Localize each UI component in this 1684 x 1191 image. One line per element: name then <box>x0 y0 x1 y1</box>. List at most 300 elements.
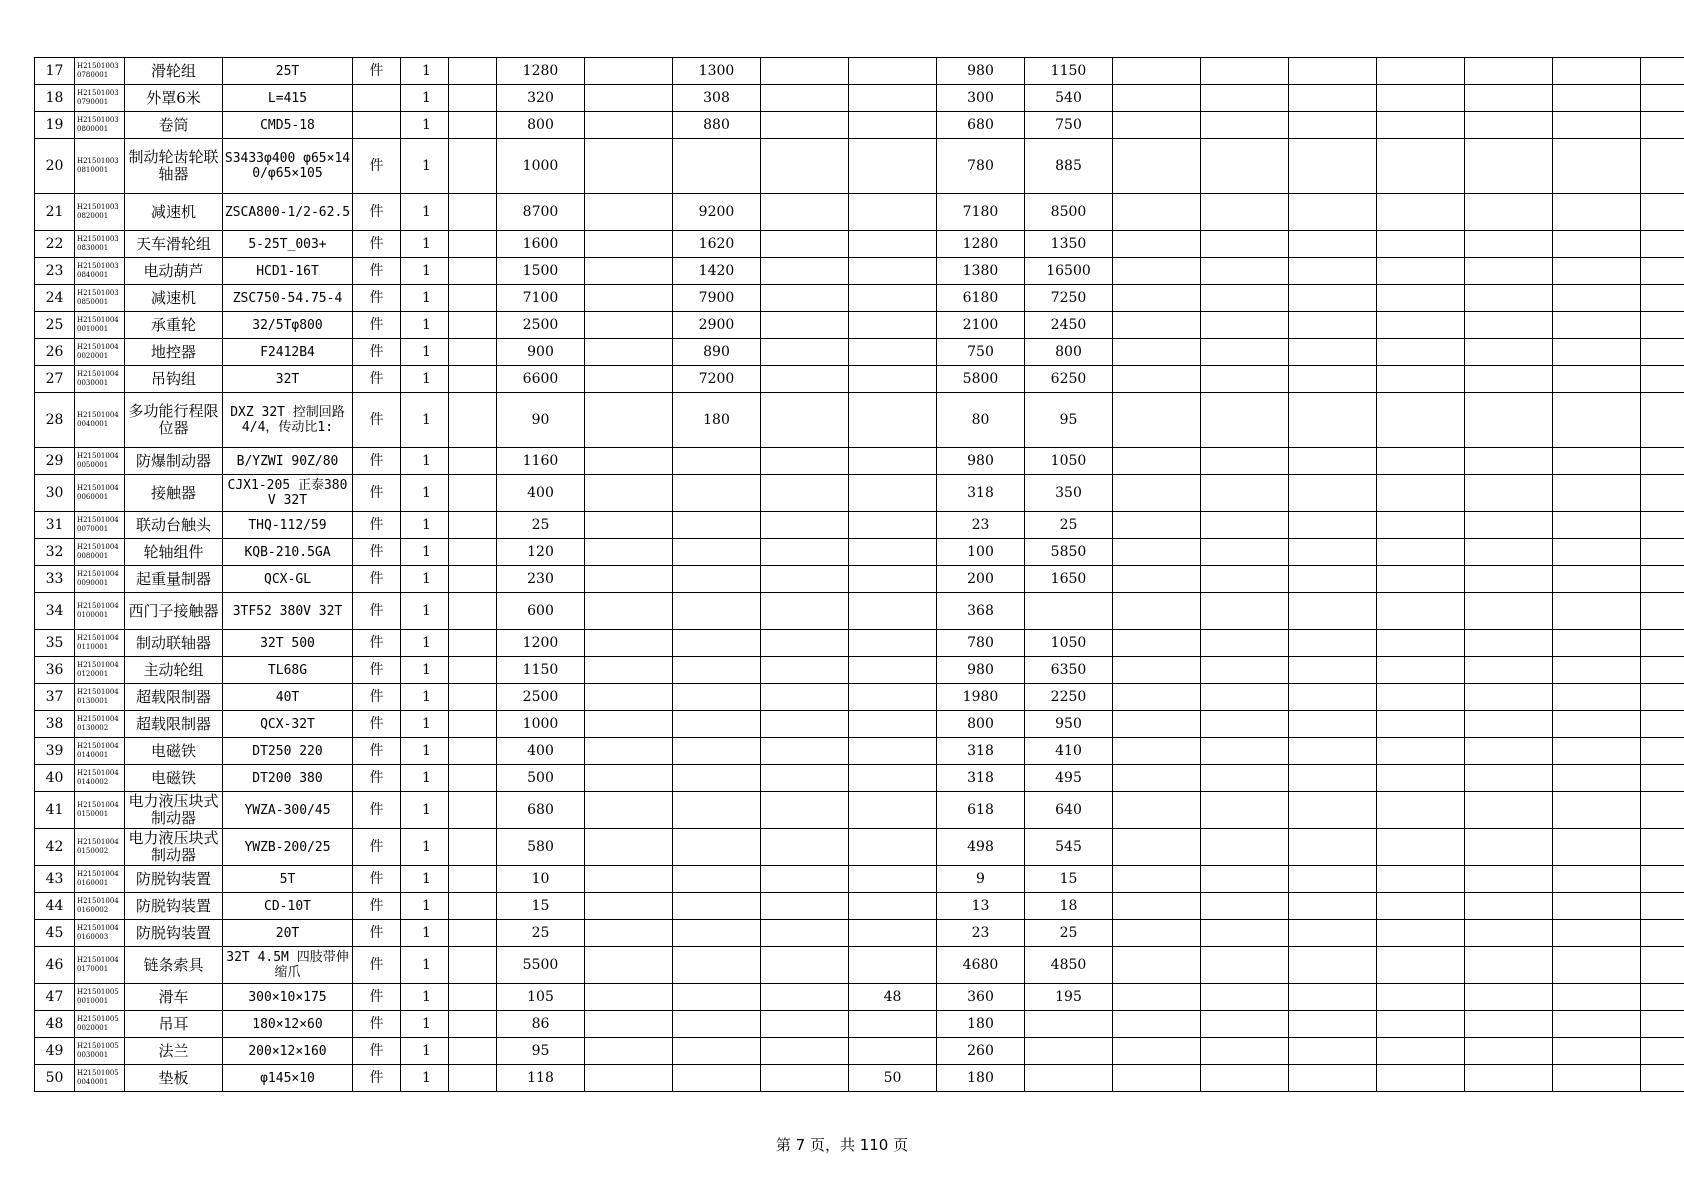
item-spec: KQB-210.5GA <box>223 539 353 566</box>
item-name: 轮轴组件 <box>125 539 223 566</box>
blank-cell <box>585 475 673 512</box>
empty-cell <box>1641 792 1684 829</box>
price-cell <box>849 258 937 285</box>
empty-cell <box>1201 630 1289 657</box>
blank-cell <box>585 58 673 85</box>
price-cell: 2500 <box>497 312 585 339</box>
empty-cell <box>1641 1011 1684 1038</box>
blank-cell <box>761 984 849 1011</box>
blank-cell <box>585 312 673 339</box>
table-row <box>35 593 1684 630</box>
price-cell: 7250 <box>1025 285 1113 312</box>
empty-cell <box>1465 984 1553 1011</box>
empty-cell <box>1113 339 1201 366</box>
blank-cell <box>449 630 497 657</box>
empty-cell <box>1641 657 1684 684</box>
empty-cell <box>1553 139 1641 194</box>
empty-cell <box>1553 866 1641 893</box>
empty-cell <box>1201 475 1289 512</box>
item-code: H215010050040001 <box>75 1065 125 1092</box>
price-cell: 80 <box>937 393 1025 448</box>
empty-cell <box>1201 539 1289 566</box>
price-cell: 180 <box>937 1065 1025 1092</box>
item-code: H215010040130002 <box>75 711 125 738</box>
empty-cell <box>1377 139 1465 194</box>
table-body <box>35 58 1684 1092</box>
empty-cell <box>1553 711 1641 738</box>
price-cell <box>849 112 937 139</box>
blank-cell <box>449 593 497 630</box>
item-code: H215010050020001 <box>75 1011 125 1038</box>
row-number: 45 <box>35 920 75 947</box>
empty-cell <box>1201 1065 1289 1092</box>
blank-cell <box>449 194 497 231</box>
blank-cell <box>761 85 849 112</box>
blank-cell <box>761 1011 849 1038</box>
item-unit: 件 <box>353 566 401 593</box>
price-cell: 1050 <box>1025 630 1113 657</box>
empty-cell <box>1289 1011 1377 1038</box>
price-cell: 1000 <box>497 139 585 194</box>
table-row <box>35 657 1684 684</box>
item-code: H215010030780001 <box>75 58 125 85</box>
price-cell: 880 <box>673 112 761 139</box>
price-cell <box>849 393 937 448</box>
price-cell: 1300 <box>673 58 761 85</box>
item-unit: 件 <box>353 448 401 475</box>
price-cell: 540 <box>1025 85 1113 112</box>
empty-cell <box>1113 194 1201 231</box>
price-cell: 950 <box>1025 711 1113 738</box>
blank-cell <box>761 258 849 285</box>
item-spec: DXZ 32T 控制回路4/4，传动比1: <box>223 393 353 448</box>
empty-cell <box>1113 139 1201 194</box>
price-cell: 318 <box>937 475 1025 512</box>
blank-cell <box>449 920 497 947</box>
row-number: 44 <box>35 893 75 920</box>
row-number: 47 <box>35 984 75 1011</box>
blank-cell <box>585 566 673 593</box>
empty-cell <box>1201 829 1289 866</box>
price-cell <box>673 738 761 765</box>
item-unit: 件 <box>353 194 401 231</box>
table-row <box>35 366 1684 393</box>
empty-cell <box>1289 947 1377 984</box>
empty-cell <box>1553 984 1641 1011</box>
item-quantity: 1 <box>401 112 449 139</box>
empty-cell <box>1465 512 1553 539</box>
price-cell <box>849 947 937 984</box>
empty-cell <box>1553 112 1641 139</box>
price-cell: 308 <box>673 85 761 112</box>
blank-cell <box>449 792 497 829</box>
empty-cell <box>1377 258 1465 285</box>
table-row <box>35 829 1684 866</box>
blank-cell <box>761 231 849 258</box>
row-number: 17 <box>35 58 75 85</box>
empty-cell <box>1641 947 1684 984</box>
blank-cell <box>761 139 849 194</box>
row-number: 21 <box>35 194 75 231</box>
empty-cell <box>1465 339 1553 366</box>
empty-cell <box>1553 1038 1641 1065</box>
price-cell: 750 <box>937 339 1025 366</box>
item-code: H215010040170001 <box>75 947 125 984</box>
blank-cell <box>449 893 497 920</box>
table-row <box>35 393 1684 448</box>
empty-cell <box>1641 285 1684 312</box>
empty-cell <box>1377 920 1465 947</box>
empty-cell <box>1201 792 1289 829</box>
item-code: H215010040070001 <box>75 512 125 539</box>
empty-cell <box>1289 829 1377 866</box>
row-number: 49 <box>35 1038 75 1065</box>
blank-cell <box>449 285 497 312</box>
table-row <box>35 984 1684 1011</box>
blank-cell <box>449 984 497 1011</box>
empty-cell <box>1201 765 1289 792</box>
blank-cell <box>761 512 849 539</box>
item-spec: 5-25T_003+ <box>223 231 353 258</box>
empty-cell <box>1377 984 1465 1011</box>
price-cell: 7200 <box>673 366 761 393</box>
empty-cell <box>1289 630 1377 657</box>
blank-cell <box>449 475 497 512</box>
item-spec: 32/5Tφ800 <box>223 312 353 339</box>
row-number: 50 <box>35 1065 75 1092</box>
price-cell <box>673 947 761 984</box>
price-cell: 8700 <box>497 194 585 231</box>
item-name: 超载限制器 <box>125 711 223 738</box>
empty-cell <box>1113 393 1201 448</box>
empty-cell <box>1465 312 1553 339</box>
table-row <box>35 1038 1684 1065</box>
empty-cell <box>1289 684 1377 711</box>
item-code: H215010040130001 <box>75 684 125 711</box>
price-cell <box>849 684 937 711</box>
empty-cell <box>1465 194 1553 231</box>
empty-cell <box>1465 285 1553 312</box>
item-spec: 32T 4.5M 四肢带伸缩爪 <box>223 947 353 984</box>
blank-cell <box>761 630 849 657</box>
item-unit: 件 <box>353 139 401 194</box>
empty-cell <box>1201 85 1289 112</box>
blank-cell <box>449 947 497 984</box>
empty-cell <box>1113 684 1201 711</box>
item-code: H215010040030001 <box>75 366 125 393</box>
price-cell: 118 <box>497 1065 585 1092</box>
empty-cell <box>1289 711 1377 738</box>
blank-cell <box>449 829 497 866</box>
blank-cell <box>585 1038 673 1065</box>
empty-cell <box>1201 711 1289 738</box>
item-unit: 件 <box>353 593 401 630</box>
blank-cell <box>449 866 497 893</box>
price-cell <box>849 58 937 85</box>
item-quantity: 1 <box>401 285 449 312</box>
price-cell: 680 <box>497 792 585 829</box>
empty-cell <box>1113 593 1201 630</box>
price-cell <box>673 475 761 512</box>
empty-cell <box>1553 630 1641 657</box>
price-cell <box>849 630 937 657</box>
item-name: 联动台触头 <box>125 512 223 539</box>
item-name: 法兰 <box>125 1038 223 1065</box>
price-cell: 800 <box>937 711 1025 738</box>
empty-cell <box>1465 448 1553 475</box>
item-name: 链条索具 <box>125 947 223 984</box>
price-cell <box>849 866 937 893</box>
price-cell: 100 <box>937 539 1025 566</box>
item-name: 承重轮 <box>125 312 223 339</box>
empty-cell <box>1465 893 1553 920</box>
price-cell: 500 <box>497 765 585 792</box>
empty-cell <box>1377 1038 1465 1065</box>
item-name: 防脱钩装置 <box>125 893 223 920</box>
item-quantity: 1 <box>401 312 449 339</box>
table-row <box>35 738 1684 765</box>
item-spec: DT200 380 <box>223 765 353 792</box>
item-unit: 件 <box>353 984 401 1011</box>
empty-cell <box>1377 285 1465 312</box>
empty-cell <box>1377 339 1465 366</box>
item-spec: YWZA-300/45 <box>223 792 353 829</box>
blank-cell <box>761 566 849 593</box>
empty-cell <box>1553 566 1641 593</box>
blank-cell <box>761 112 849 139</box>
blank-cell <box>761 366 849 393</box>
row-number: 23 <box>35 258 75 285</box>
blank-cell <box>449 512 497 539</box>
empty-cell <box>1113 539 1201 566</box>
empty-cell <box>1641 539 1684 566</box>
empty-cell <box>1377 947 1465 984</box>
item-quantity: 1 <box>401 738 449 765</box>
price-cell: 7180 <box>937 194 1025 231</box>
item-code: H215010040120001 <box>75 657 125 684</box>
item-quantity: 1 <box>401 765 449 792</box>
empty-cell <box>1553 657 1641 684</box>
row-number: 48 <box>35 1011 75 1038</box>
price-cell: 350 <box>1025 475 1113 512</box>
price-cell <box>673 593 761 630</box>
empty-cell <box>1377 866 1465 893</box>
item-quantity: 1 <box>401 947 449 984</box>
blank-cell <box>585 512 673 539</box>
empty-cell <box>1113 312 1201 339</box>
price-cell: 618 <box>937 792 1025 829</box>
item-code: H215010040020001 <box>75 339 125 366</box>
blank-cell <box>449 312 497 339</box>
blank-cell <box>761 1065 849 1092</box>
price-cell: 105 <box>497 984 585 1011</box>
item-unit: 件 <box>353 539 401 566</box>
item-name: 电力液压块式制动器 <box>125 829 223 866</box>
blank-cell <box>761 539 849 566</box>
price-cell: 1000 <box>497 711 585 738</box>
item-spec: CD-10T <box>223 893 353 920</box>
price-cell: 1500 <box>497 258 585 285</box>
blank-cell <box>761 475 849 512</box>
table-row <box>35 1065 1684 1092</box>
empty-cell <box>1553 448 1641 475</box>
empty-cell <box>1289 1065 1377 1092</box>
blank-cell <box>761 792 849 829</box>
table-row <box>35 312 1684 339</box>
price-cell: 2100 <box>937 312 1025 339</box>
blank-cell <box>585 765 673 792</box>
price-cell: 5500 <box>497 947 585 984</box>
item-code: H215010050010001 <box>75 984 125 1011</box>
empty-cell <box>1201 866 1289 893</box>
row-number: 37 <box>35 684 75 711</box>
empty-cell <box>1289 139 1377 194</box>
item-unit: 件 <box>353 1038 401 1065</box>
item-quantity: 1 <box>401 920 449 947</box>
empty-cell <box>1641 475 1684 512</box>
blank-cell <box>585 285 673 312</box>
blank-cell <box>761 312 849 339</box>
empty-cell <box>1377 366 1465 393</box>
price-cell: 195 <box>1025 984 1113 1011</box>
empty-cell <box>1289 539 1377 566</box>
price-cell <box>849 512 937 539</box>
empty-cell <box>1289 984 1377 1011</box>
empty-cell <box>1113 738 1201 765</box>
price-cell: 1280 <box>937 231 1025 258</box>
price-cell: 200 <box>937 566 1025 593</box>
price-cell: 780 <box>937 630 1025 657</box>
empty-cell <box>1201 893 1289 920</box>
price-cell: 18 <box>1025 893 1113 920</box>
blank-cell <box>761 58 849 85</box>
item-spec: 180×12×60 <box>223 1011 353 1038</box>
empty-cell <box>1553 339 1641 366</box>
price-cell: 410 <box>1025 738 1113 765</box>
item-spec: L=415 <box>223 85 353 112</box>
price-cell <box>849 339 937 366</box>
price-cell: 980 <box>937 657 1025 684</box>
blank-cell <box>585 393 673 448</box>
empty-cell <box>1377 893 1465 920</box>
price-cell: 16500 <box>1025 258 1113 285</box>
item-unit: 件 <box>353 893 401 920</box>
item-unit: 件 <box>353 258 401 285</box>
price-cell: 180 <box>937 1011 1025 1038</box>
row-number: 36 <box>35 657 75 684</box>
item-code: H215010040160003 <box>75 920 125 947</box>
empty-cell <box>1289 85 1377 112</box>
blank-cell <box>585 339 673 366</box>
item-quantity: 1 <box>401 893 449 920</box>
item-name: 吊钩组 <box>125 366 223 393</box>
item-quantity: 1 <box>401 194 449 231</box>
price-cell: 890 <box>673 339 761 366</box>
empty-cell <box>1289 231 1377 258</box>
blank-cell <box>585 738 673 765</box>
empty-cell <box>1465 1011 1553 1038</box>
price-cell: 498 <box>937 829 1025 866</box>
empty-cell <box>1201 512 1289 539</box>
item-unit <box>353 112 401 139</box>
empty-cell <box>1553 738 1641 765</box>
item-quantity: 1 <box>401 448 449 475</box>
item-name: 电动葫芦 <box>125 258 223 285</box>
price-cell <box>673 630 761 657</box>
item-code: H215010030810001 <box>75 139 125 194</box>
item-name: 外罩6米 <box>125 85 223 112</box>
empty-cell <box>1289 920 1377 947</box>
price-cell: 318 <box>937 765 1025 792</box>
price-cell <box>673 920 761 947</box>
blank-cell <box>585 85 673 112</box>
item-spec: 200×12×160 <box>223 1038 353 1065</box>
blank-cell <box>585 139 673 194</box>
price-cell: 400 <box>497 475 585 512</box>
item-code: H215010040160001 <box>75 866 125 893</box>
table-row <box>35 112 1684 139</box>
empty-cell <box>1641 984 1684 1011</box>
empty-cell <box>1641 393 1684 448</box>
empty-cell <box>1289 312 1377 339</box>
empty-cell <box>1553 792 1641 829</box>
empty-cell <box>1113 231 1201 258</box>
empty-cell <box>1377 512 1465 539</box>
item-unit: 件 <box>353 866 401 893</box>
blank-cell <box>449 339 497 366</box>
empty-cell <box>1553 829 1641 866</box>
blank-cell <box>761 593 849 630</box>
empty-cell <box>1641 258 1684 285</box>
item-unit: 件 <box>353 1065 401 1092</box>
item-code: H215010040050001 <box>75 448 125 475</box>
price-cell: 260 <box>937 1038 1025 1065</box>
empty-cell <box>1113 258 1201 285</box>
empty-cell <box>1641 231 1684 258</box>
item-spec: CMD5-18 <box>223 112 353 139</box>
item-quantity: 1 <box>401 1065 449 1092</box>
row-number: 29 <box>35 448 75 475</box>
empty-cell <box>1289 1038 1377 1065</box>
price-cell: 1380 <box>937 258 1025 285</box>
item-code: H215010030850001 <box>75 285 125 312</box>
price-cell <box>849 765 937 792</box>
row-number: 31 <box>35 512 75 539</box>
empty-cell <box>1113 1065 1201 1092</box>
price-cell: 600 <box>497 593 585 630</box>
item-code: H215010040010001 <box>75 312 125 339</box>
blank-cell <box>585 194 673 231</box>
item-unit: 件 <box>353 711 401 738</box>
empty-cell <box>1377 58 1465 85</box>
item-code: H215010050030001 <box>75 1038 125 1065</box>
item-unit: 件 <box>353 58 401 85</box>
empty-cell <box>1289 593 1377 630</box>
empty-cell <box>1201 984 1289 1011</box>
blank-cell <box>761 711 849 738</box>
price-cell: 368 <box>937 593 1025 630</box>
empty-cell <box>1113 765 1201 792</box>
page-footer: 第 7 页，共 110 页 <box>775 1136 909 1154</box>
item-spec: QCX-GL <box>223 566 353 593</box>
item-unit: 件 <box>353 792 401 829</box>
empty-cell <box>1465 657 1553 684</box>
empty-cell <box>1553 920 1641 947</box>
item-spec: 20T <box>223 920 353 947</box>
table-row <box>35 448 1684 475</box>
table-row <box>35 711 1684 738</box>
price-cell: 180 <box>673 393 761 448</box>
